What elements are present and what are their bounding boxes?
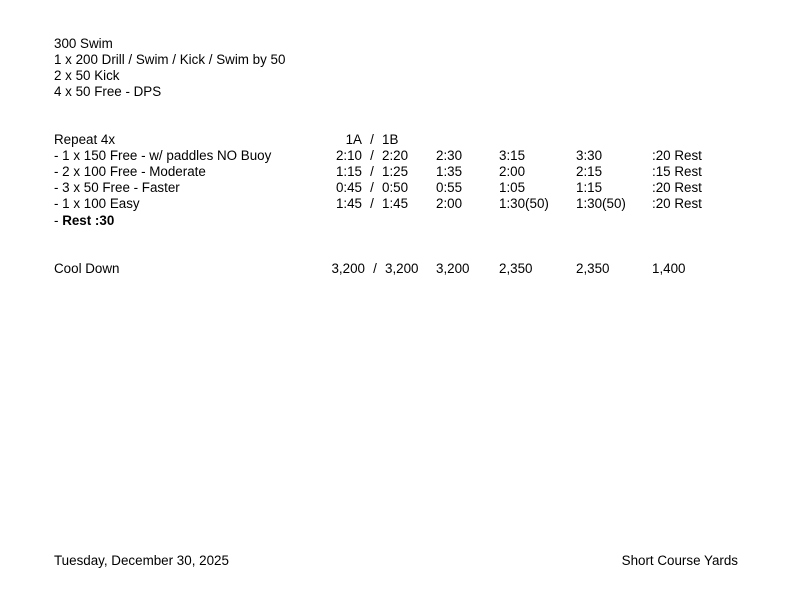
total-3: 2,350	[499, 261, 533, 276]
interval-3: 3:15	[499, 148, 526, 163]
separator: /	[370, 196, 374, 211]
separator: /	[370, 180, 374, 195]
interval-3: 1:30(50)	[499, 196, 549, 211]
interval-a: 1:45	[335, 196, 362, 211]
set-row-pair	[320, 196, 424, 212]
total-4: 2,350	[576, 261, 610, 276]
interval-4: 1:15	[576, 180, 603, 195]
interval-a: 1:15	[335, 164, 362, 179]
set-row-pair	[320, 180, 424, 196]
rest-prefix: -	[54, 213, 63, 228]
warmup-line: 4 x 50 Free - DPS	[54, 84, 162, 99]
interval-4: 1:30(50)	[576, 196, 626, 211]
separator: /	[370, 148, 374, 163]
rest-line	[54, 213, 114, 229]
interval-2: 2:30	[436, 148, 463, 163]
total-2: 3,200	[436, 261, 470, 276]
footer-date: Tuesday, December 30, 2025	[54, 553, 229, 568]
group-a-header: 1A	[345, 132, 362, 147]
set-row-label: - 1 x 150 Free - w/ paddles NO Buoy	[54, 148, 272, 163]
interval-a: 0:45	[335, 180, 362, 195]
interval-3: 2:00	[499, 164, 526, 179]
main-set-title: Repeat 4x	[54, 132, 116, 147]
interval-b: 1:25	[382, 164, 409, 179]
group-b-header: 1B	[382, 132, 399, 147]
cool-down-label: Cool Down	[54, 261, 120, 276]
interval-2: 2:00	[436, 196, 463, 211]
rest-label: Rest :30	[62, 213, 115, 228]
interval-2: 0:55	[436, 180, 463, 195]
warmup-line: 300 Swim	[54, 36, 113, 51]
separator: /	[370, 132, 374, 147]
interval-b: 0:50	[382, 180, 409, 195]
interval-b: 2:20	[382, 148, 409, 163]
set-row-label: - 3 x 50 Free - Faster	[54, 180, 180, 195]
rest-value: :20 Rest	[652, 148, 702, 163]
total-pair	[322, 261, 428, 277]
interval-a: 2:10	[335, 148, 362, 163]
rest-value: :15 Rest	[652, 164, 702, 179]
warmup-line: 1 x 200 Drill / Swim / Kick / Swim by 50	[54, 52, 286, 67]
footer-course: Short Course Yards	[621, 553, 738, 568]
set-row-label: - 1 x 100 Easy	[54, 196, 140, 211]
group-header	[320, 132, 424, 148]
warmup-line: 2 x 50 Kick	[54, 68, 120, 83]
total-5: 1,400	[652, 261, 686, 276]
interval-4: 2:15	[576, 164, 603, 179]
total-a: 3,200	[331, 261, 365, 276]
interval-3: 1:05	[499, 180, 526, 195]
total-b: 3,200	[385, 261, 419, 276]
rest-value: :20 Rest	[652, 180, 702, 195]
interval-b: 1:45	[382, 196, 409, 211]
set-row-pair	[320, 164, 424, 180]
interval-2: 1:35	[436, 164, 463, 179]
separator: /	[370, 164, 374, 179]
rest-value: :20 Rest	[652, 196, 702, 211]
set-row-label: - 2 x 100 Free - Moderate	[54, 164, 206, 179]
interval-4: 3:30	[576, 148, 603, 163]
set-row-pair	[320, 148, 424, 164]
separator: /	[373, 261, 377, 276]
